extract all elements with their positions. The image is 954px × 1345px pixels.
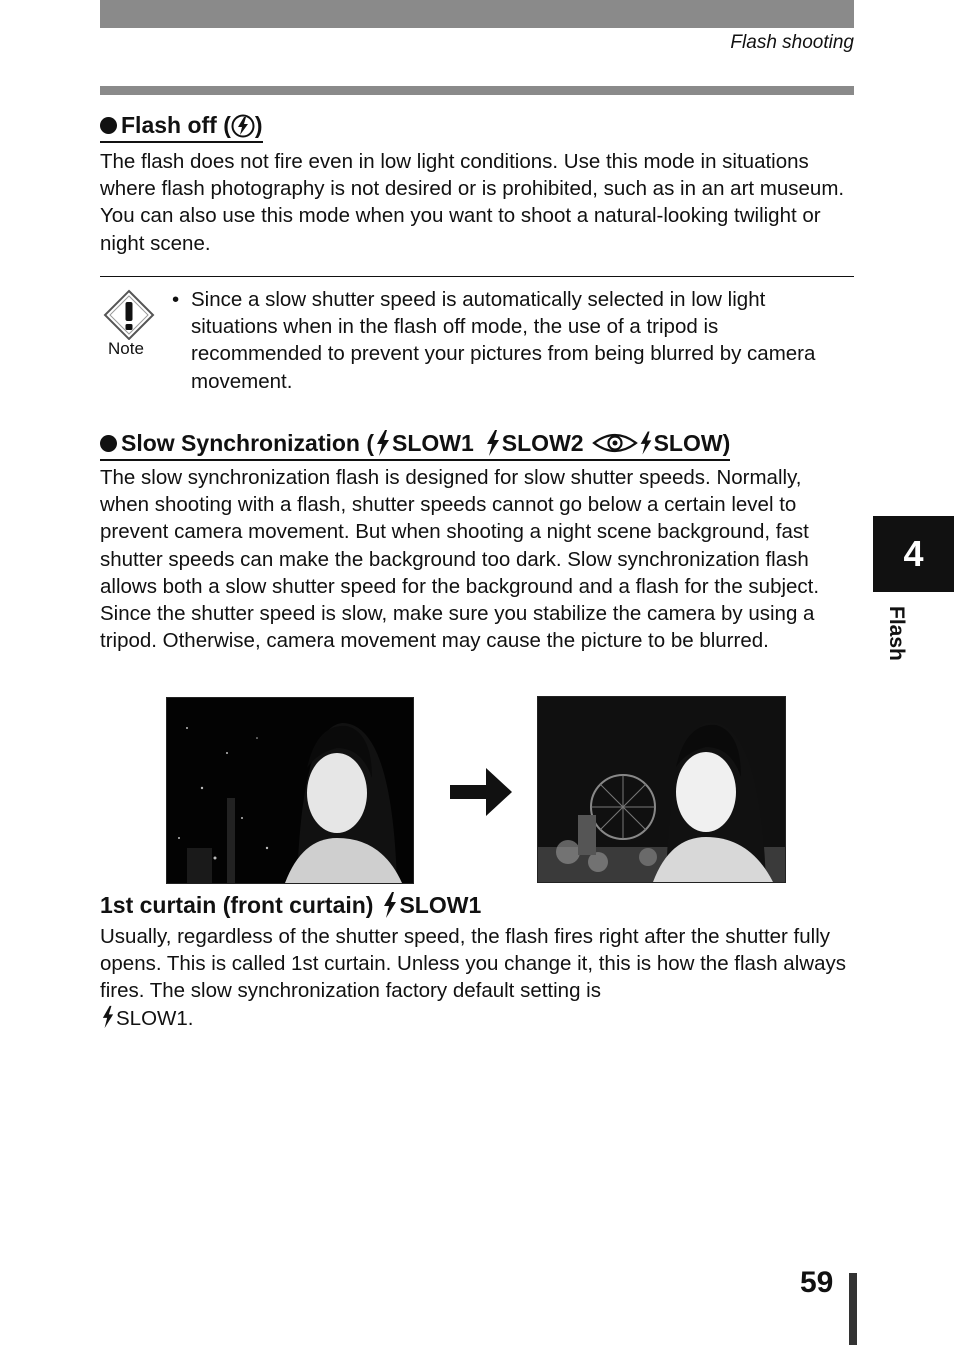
flash-icon [100, 1005, 116, 1029]
first-curtain-heading [100, 891, 481, 919]
flash-icon [638, 429, 654, 457]
chapter-label-text: Flash [885, 606, 908, 661]
first-curtain-body-end: SLOW1. [116, 1006, 194, 1030]
flash-icon [374, 429, 392, 457]
photo-before [166, 697, 414, 884]
top-gray-bar [100, 0, 854, 28]
red-eye-icon [592, 429, 638, 457]
first-curtain-heading-text: 1st curtain (front curtain) [100, 891, 374, 918]
arrow-right-icon [450, 768, 512, 816]
flash-off-heading [100, 112, 263, 139]
slow-sync-body: The slow synchronization flash is designed for slow shutter speeds. Normally, when shooting with a flash, shutter speeds cannot go below a certain level to prevent camera movement. But when shooting a night scene background, fast shutter speeds can make the background too dark. Slow synchronization flash allows both a slow shutter speed for the background and a flash for the subject. Since the shutter speed is slow, make sure you stabilize the camera by using a tripod. Otherwise, camera movement may cause the picture to be blurred. [100, 466, 820, 653]
chapter-tab: 4 [873, 516, 954, 592]
note-text: Since a slow shutter speed is automatically selected in low light situations when in the flash off mode, the use of a tripod is recommended to prevent your pictures from being blurred by camera movement. [191, 288, 816, 393]
chapter-label [870, 606, 920, 676]
flash-off-icon [231, 113, 255, 139]
page-number: 59 [800, 1266, 834, 1299]
flash-icon [381, 891, 399, 919]
page-number-bar [849, 1273, 857, 1345]
note-rule [100, 276, 854, 277]
slow1-label: SLOW1 [392, 429, 474, 456]
slow-sync-heading [100, 429, 730, 457]
note-label: Note [108, 339, 144, 358]
first-curtain-body [100, 923, 854, 1032]
first-curtain-slow1: SLOW1 [399, 891, 482, 918]
photo-after [537, 696, 786, 883]
flash-off-heading-close: ) [254, 112, 263, 138]
header-rule [100, 86, 854, 95]
running-header: Flash shooting [730, 32, 854, 53]
flash-off-body: The flash does not fire even in low light conditions. Use this mode in situations where flash photography is not desired or is prohibited, such as in an art museum. You can also use this mode when you want to shoot a natural-looking twilight or night scene. [100, 150, 845, 255]
slow2-label: SLOW2 [501, 429, 584, 456]
slow-sync-heading-prefix: Slow Synchronization ( [121, 429, 375, 456]
slow-label: SLOW) [653, 429, 731, 456]
first-curtain-body-text: Usually, regardless of the shutter speed, the flash fires right after the shutter fully opens. This is called 1st curtain. Unless you change it, this is how the flash always fires. The slow synchronization factory default setting is [100, 925, 846, 1003]
note-warning-icon [102, 288, 156, 340]
note-bullet: • [172, 288, 180, 311]
bullet-icon [100, 435, 117, 452]
flash-icon [484, 429, 502, 457]
bullet-icon [100, 117, 117, 134]
flash-off-heading-text: Flash off ( [121, 112, 231, 138]
